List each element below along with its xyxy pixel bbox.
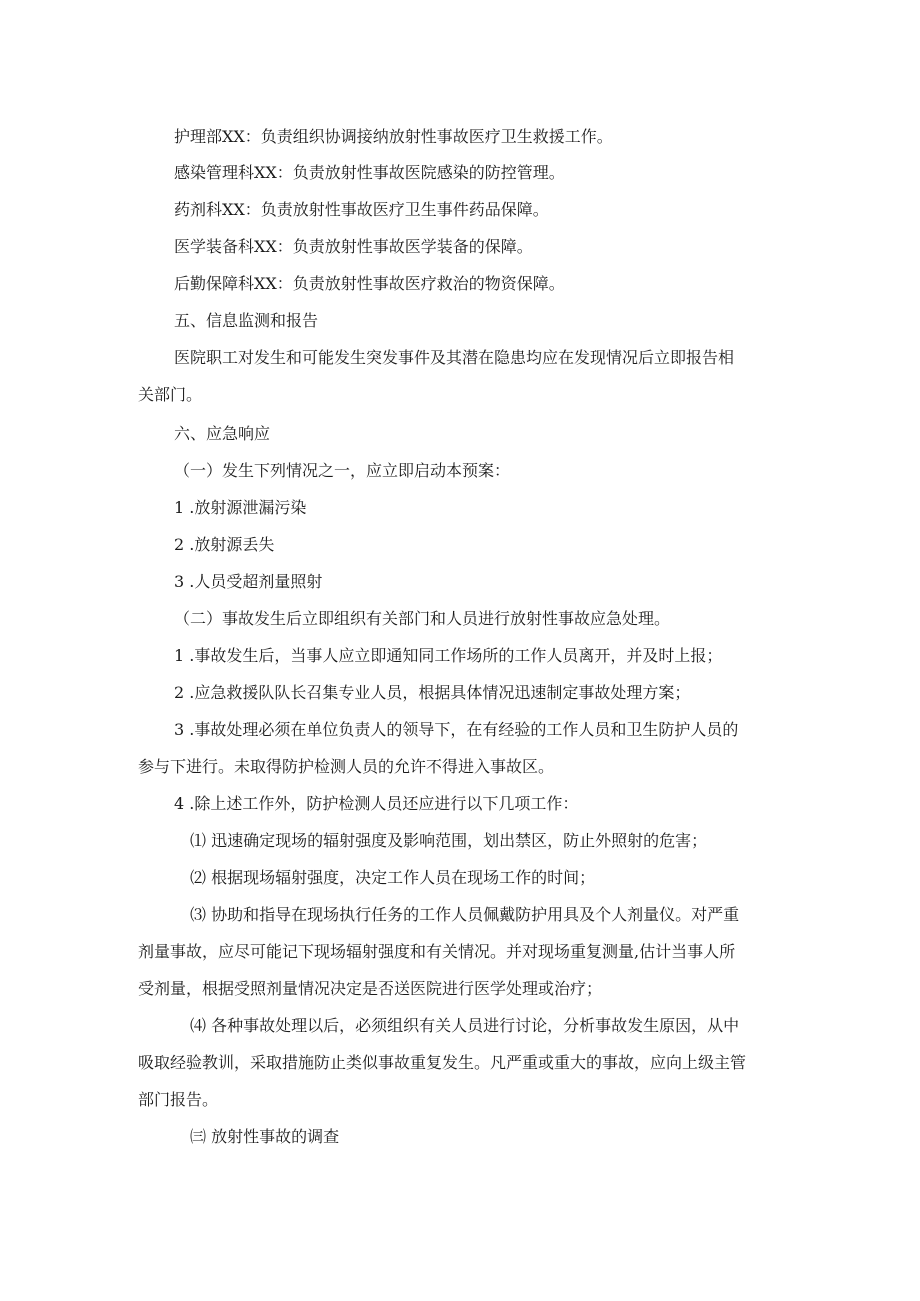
list-item-supervision-line1: 3 .事故处理必须在单位负责人的领导下，在有经验的工作人员和卫生防护人员的 xyxy=(174,720,739,739)
paragraph-pharmacy: 药剂科XX：负责放射性事故医疗卫生事件药品保障。 xyxy=(174,200,549,219)
subheading-trigger-conditions: （一）发生下列情况之一，应立即启动本预案： xyxy=(174,461,511,480)
list-item-overdose: 3 .人员受超剂量照射 xyxy=(174,572,323,591)
paragraph-medical-equipment: 医学装备科XX：负责放射性事故医学装备的保障。 xyxy=(174,237,533,256)
sub-item-determine-radiation: ⑴ 迅速确定现场的辐射强度及影响范围，划出禁区，防止外照射的危害； xyxy=(190,831,708,850)
sub-item-protection-line2: 剂量事故，应尽可能记下现场辐射强度和有关情况。并对现场重复测量,估计当事人所 xyxy=(138,942,736,961)
paragraph-nursing-dept: 护理部XX：负责组织协调接纳放射性事故医疗卫生救援工作。 xyxy=(174,127,613,146)
sub-item-discussion-line2: 吸取经验教训，采取措施防止类似事故重复发生。凡严重或重大的事故，应向上级主管 xyxy=(138,1053,747,1072)
list-item-evacuate: 1 .事故发生后，当事人应立即通知同工作场所的工作人员离开，并及时上报； xyxy=(174,646,723,665)
sub-item-discussion-line3: 部门报告。 xyxy=(138,1090,219,1109)
list-item-lost-source: 2 .放射源丢失 xyxy=(174,535,275,554)
list-item-supervision-line2: 参与下进行。未取得防护检测人员的允许不得进入事故区。 xyxy=(138,757,555,776)
paragraph-report-line2: 关部门。 xyxy=(138,385,203,404)
paragraph-logistics: 后勤保障科XX：负责放射性事故医疗救治的物资保障。 xyxy=(174,274,565,293)
section-heading-monitoring: 五、信息监测和报告 xyxy=(174,311,319,330)
list-item-team-leader: 2 .应急救援队队长召集专业人员，根据具体情况迅速制定事故处理方案； xyxy=(174,683,691,702)
section-heading-response: 六、应急响应 xyxy=(174,424,271,443)
subheading-investigation: ㈢ 放射性事故的调查 xyxy=(190,1127,340,1146)
paragraph-infection-control: 感染管理科XX：负责放射性事故医院感染的防控管理。 xyxy=(174,163,565,182)
sub-item-protection-line3: 受剂量，根据受照剂量情况决定是否送医院进行医学处理或治疗； xyxy=(138,979,603,998)
list-item-detection-work: 4 .除上述工作外，防护检测人员还应进行以下几项工作： xyxy=(174,794,579,813)
sub-item-discussion-line1: ⑷ 各种事故处理以后，必须组织有关人员进行讨论，分析事故发生原因，从中 xyxy=(190,1016,740,1035)
list-item-leak: 1 .放射源泄漏污染 xyxy=(174,498,307,517)
sub-item-protection-line1: ⑶ 协助和指导在现场执行任务的工作人员佩戴防护用具及个人剂量仪。对严重 xyxy=(190,905,740,924)
paragraph-report-line1: 医院职工对发生和可能发生突发事件及其潜在隐患均应在发现情况后立即报告相 xyxy=(174,348,735,367)
subheading-emergency-handling: （二）事故发生后立即组织有关部门和人员进行放射性事故应急处理。 xyxy=(174,609,671,628)
sub-item-work-time: ⑵ 根据现场辐射强度，决定工作人员在现场工作的时间； xyxy=(190,868,596,887)
